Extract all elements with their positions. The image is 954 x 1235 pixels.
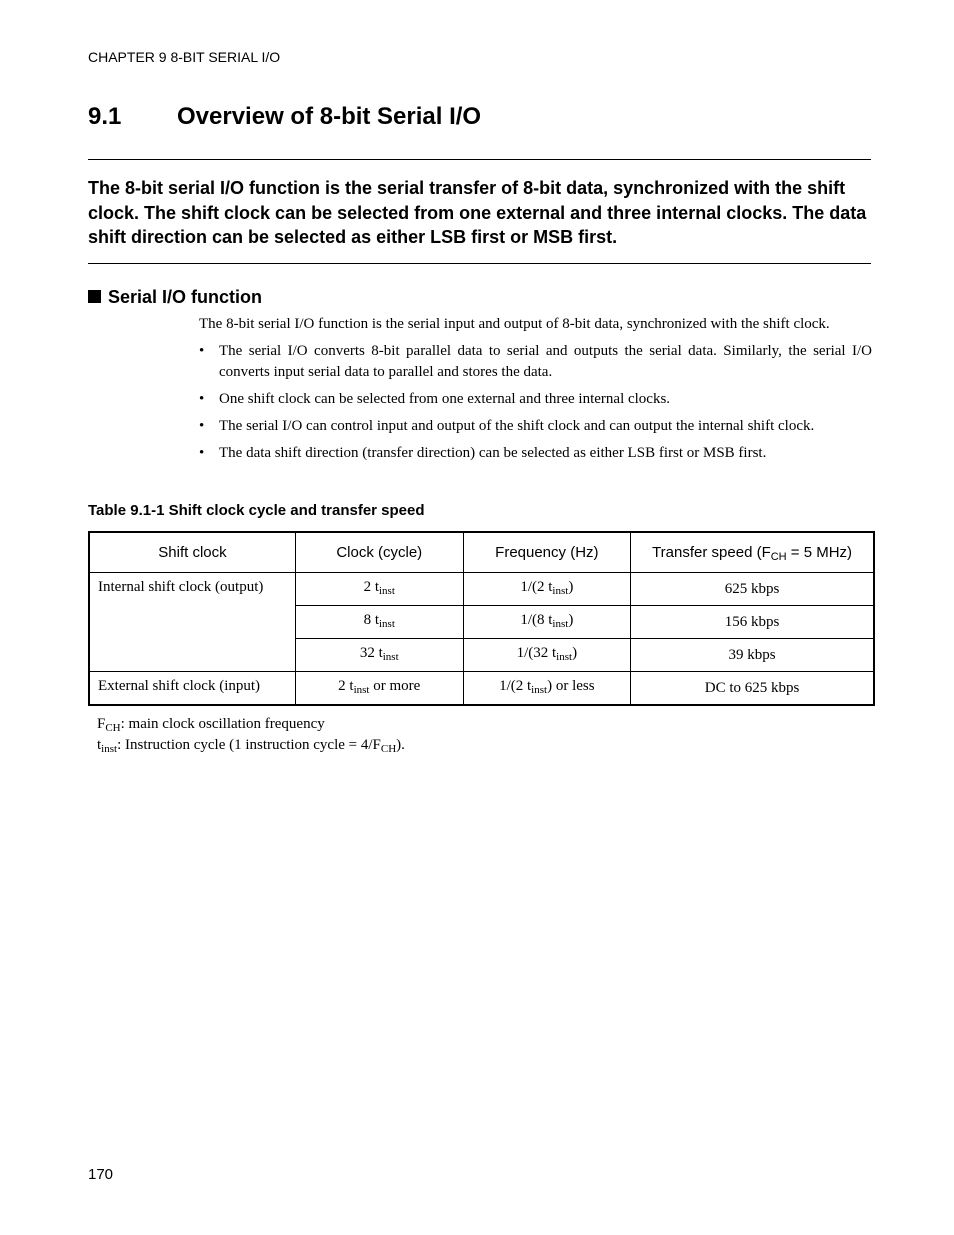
shift-clock-table	[88, 531, 875, 706]
header-clock-cycle: Clock (cycle)	[295, 532, 463, 573]
header-transfer-speed: Transfer speed ($F_{CH} = 5$ MHz)	[631, 532, 874, 573]
cell-frequency: 1/(2 $t_{inst}$) or less	[463, 672, 631, 705]
list-item	[199, 416, 872, 437]
summary-box	[88, 176, 878, 250]
bullet-text: The serial I/O can control input and output of the shift clock and can output the internal shift clock.	[219, 418, 815, 434]
table-row	[89, 573, 874, 606]
header-shift-clock: Shift clock	[89, 532, 295, 573]
section-title-text: Overview of 8-bit Serial I/O	[177, 103, 482, 130]
bullet-text: One shift clock can be selected from one external and three internal clocks.	[219, 391, 671, 407]
bullet-icon: •	[199, 418, 205, 434]
cell-frequency: 1/(32 $t_{inst}$)	[463, 639, 631, 672]
cell-frequency: 1/(8 $t_{inst}$)	[463, 606, 631, 639]
page-number: 170	[88, 1166, 114, 1183]
cell-transfer-speed: 156 kbps	[631, 606, 874, 639]
cell-transfer-speed: 39 kbps	[631, 639, 874, 672]
cell-clock-cycle: 2 $t_{inst}$ or more	[295, 672, 463, 705]
subsection-title: Serial I/O function	[108, 287, 263, 307]
note-fch: $F_{CH}$: main clock oscillation frequency	[97, 716, 325, 734]
summary-text: The 8-bit serial I/O function is the serial transfer of 8-bit data, synchronized with the shift clock. The shift clock can be selected from one external and three internal clocks. The data shift direction can be selected as either LSB first or MSB first.	[88, 178, 867, 247]
table-row	[89, 672, 874, 705]
cell-clock-cycle: 8 $t_{inst}$	[295, 606, 463, 639]
subsection-body	[199, 314, 872, 470]
list-item	[199, 341, 872, 383]
bullet-list	[199, 341, 872, 464]
cell-clock-cycle: 32 $t_{inst}$	[295, 639, 463, 672]
summary-bottom-rule	[88, 263, 871, 264]
note-tinst: $t_{inst}$: Instruction cycle (1 instruction cycle = $4/F_{CH}$).	[97, 737, 405, 755]
subsection-heading	[88, 287, 262, 308]
section-title	[88, 103, 481, 131]
header-frequency: Frequency (Hz)	[463, 532, 631, 573]
table-caption: Table 9.1-1 Shift clock cycle and transfer speed	[88, 502, 425, 519]
section-number: 9.1	[88, 103, 122, 130]
bullet-icon: •	[199, 343, 205, 359]
bullet-text: The serial I/O converts 8-bit parallel data to serial and outputs the serial data. Similarly, the serial I/O converts input serial data to parallel and stores the data.	[219, 343, 872, 380]
cell-clock-cycle: 2 $t_{inst}$	[295, 573, 463, 606]
square-bullet-icon	[88, 290, 101, 303]
cell-shift-clock: External shift clock (input)	[89, 672, 295, 705]
bullet-icon: •	[199, 445, 205, 461]
cell-frequency: 1/(2 $t_{inst}$)	[463, 573, 631, 606]
list-item	[199, 443, 872, 464]
bullet-text: The data shift direction (transfer direction) can be selected as either LSB first or MSB first.	[219, 445, 767, 461]
cell-shift-clock: Internal shift clock (output)	[89, 573, 295, 672]
summary-top-rule	[88, 159, 871, 160]
bullet-icon: •	[199, 391, 205, 407]
table-header-row	[89, 532, 874, 573]
running-header: CHAPTER 9 8-BIT SERIAL I/O	[88, 49, 281, 65]
list-item	[199, 389, 872, 410]
table-notes	[97, 714, 405, 756]
cell-transfer-speed: 625 kbps	[631, 573, 874, 606]
intro-paragraph: The 8-bit serial I/O function is the serial input and output of 8-bit data, synchronized with the shift clock.	[199, 316, 830, 332]
cell-transfer-speed: DC to 625 kbps	[631, 672, 874, 705]
